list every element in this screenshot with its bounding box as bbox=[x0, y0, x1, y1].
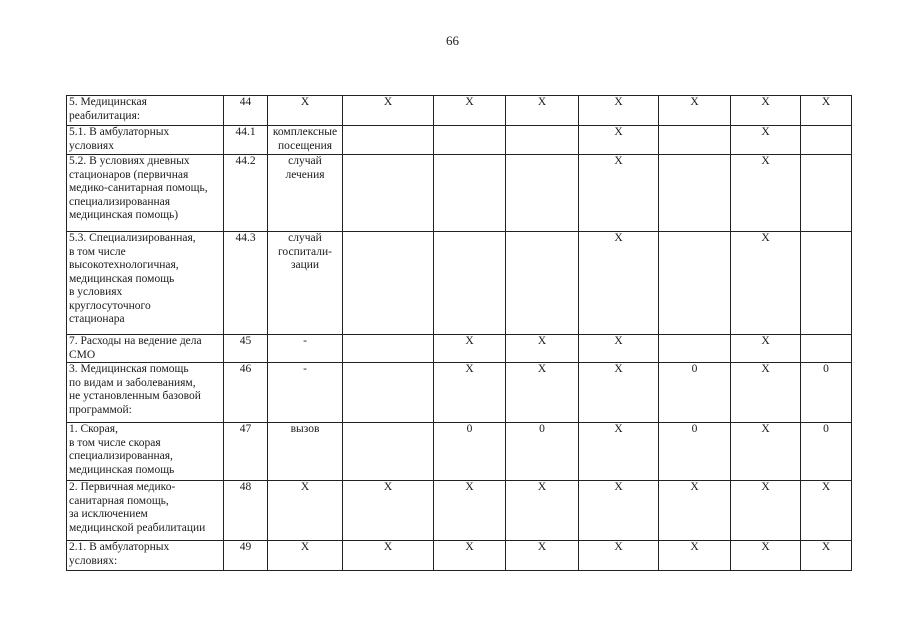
row-unit-cell: комплексные посещения bbox=[268, 126, 343, 155]
row-code-cell: 44 bbox=[224, 96, 268, 126]
row-code-cell: 44.1 bbox=[224, 126, 268, 155]
value-cell: X bbox=[801, 96, 852, 126]
value-cell: X bbox=[506, 96, 579, 126]
table-row bbox=[67, 126, 852, 155]
value-cell bbox=[343, 126, 434, 155]
table-row bbox=[67, 155, 852, 232]
row-name-cell: 7. Расходы на ведение дела СМО bbox=[67, 335, 224, 363]
value-cell: X bbox=[506, 541, 579, 571]
value-cell bbox=[659, 126, 731, 155]
value-cell: X bbox=[731, 126, 801, 155]
row-unit-cell: случай лечения bbox=[268, 155, 343, 232]
table-row bbox=[67, 423, 852, 481]
row-code-cell: 46 bbox=[224, 363, 268, 423]
value-cell bbox=[434, 232, 506, 335]
value-cell: X bbox=[506, 335, 579, 363]
value-cell bbox=[343, 335, 434, 363]
row-code-cell: 44.2 bbox=[224, 155, 268, 232]
value-cell: X bbox=[579, 423, 659, 481]
value-cell: X bbox=[579, 335, 659, 363]
value-cell: 0 bbox=[801, 423, 852, 481]
value-cell: X bbox=[731, 541, 801, 571]
value-cell bbox=[801, 126, 852, 155]
row-unit-cell: X bbox=[268, 96, 343, 126]
row-unit-cell: X bbox=[268, 541, 343, 571]
value-cell: X bbox=[579, 481, 659, 541]
value-cell: X bbox=[343, 481, 434, 541]
row-code-cell: 49 bbox=[224, 541, 268, 571]
row-unit-cell: вызов bbox=[268, 423, 343, 481]
row-name-cell: 3. Медицинская помощь по видам и заболеваниям, не установленным базовой программой: bbox=[67, 363, 224, 423]
value-cell: X bbox=[731, 481, 801, 541]
value-cell bbox=[801, 232, 852, 335]
value-cell bbox=[343, 232, 434, 335]
value-cell bbox=[343, 363, 434, 423]
row-name-cell: 5.3. Специализированная, в том числе высокотехнологичная, медицинская помощь в условиях круглосуточного стационара bbox=[67, 232, 224, 335]
value-cell: 0 bbox=[659, 363, 731, 423]
value-cell: 0 bbox=[506, 423, 579, 481]
value-cell bbox=[801, 155, 852, 232]
value-cell bbox=[343, 155, 434, 232]
page-number: 66 bbox=[446, 33, 459, 48]
value-cell: X bbox=[801, 541, 852, 571]
value-cell: X bbox=[506, 363, 579, 423]
data-table bbox=[66, 95, 852, 571]
value-cell: X bbox=[659, 541, 731, 571]
row-code-cell: 47 bbox=[224, 423, 268, 481]
value-cell bbox=[343, 423, 434, 481]
value-cell: X bbox=[579, 155, 659, 232]
value-cell: X bbox=[579, 363, 659, 423]
row-unit-cell: - bbox=[268, 363, 343, 423]
value-cell: X bbox=[731, 96, 801, 126]
value-cell: X bbox=[731, 335, 801, 363]
value-cell: X bbox=[343, 96, 434, 126]
value-cell bbox=[659, 232, 731, 335]
value-cell: X bbox=[579, 541, 659, 571]
value-cell bbox=[659, 155, 731, 232]
row-unit-cell: случай госпитали- зации bbox=[268, 232, 343, 335]
value-cell: X bbox=[579, 126, 659, 155]
value-cell: X bbox=[579, 232, 659, 335]
value-cell: X bbox=[659, 96, 731, 126]
row-name-cell: 2.1. В амбулаторных условиях: bbox=[67, 541, 224, 571]
value-cell: X bbox=[731, 423, 801, 481]
table-row bbox=[67, 481, 852, 541]
value-cell: X bbox=[659, 481, 731, 541]
value-cell bbox=[434, 126, 506, 155]
row-name-cell: 2. Первичная медико- санитарная помощь, за исключением медицинской реабилитации bbox=[67, 481, 224, 541]
value-cell: 0 bbox=[801, 363, 852, 423]
value-cell bbox=[506, 155, 579, 232]
value-cell bbox=[659, 335, 731, 363]
table-row bbox=[67, 232, 852, 335]
value-cell: X bbox=[731, 363, 801, 423]
value-cell: X bbox=[579, 96, 659, 126]
value-cell bbox=[434, 155, 506, 232]
row-name-cell: 5. Медицинская реабилитация: bbox=[67, 96, 224, 126]
row-unit-cell: X bbox=[268, 481, 343, 541]
value-cell bbox=[506, 232, 579, 335]
value-cell: 0 bbox=[434, 423, 506, 481]
value-cell: X bbox=[506, 481, 579, 541]
row-code-cell: 44.3 bbox=[224, 232, 268, 335]
table-row bbox=[67, 335, 852, 363]
value-cell: X bbox=[343, 541, 434, 571]
value-cell: X bbox=[434, 481, 506, 541]
value-cell: X bbox=[731, 232, 801, 335]
table-row bbox=[67, 96, 852, 126]
row-code-cell: 48 bbox=[224, 481, 268, 541]
value-cell: X bbox=[434, 541, 506, 571]
table-row bbox=[67, 363, 852, 423]
value-cell: X bbox=[434, 335, 506, 363]
value-cell bbox=[506, 126, 579, 155]
row-name-cell: 1. Скорая, в том числе скорая специализированная, медицинская помощь bbox=[67, 423, 224, 481]
value-cell: X bbox=[801, 481, 852, 541]
value-cell: X bbox=[434, 96, 506, 126]
value-cell: X bbox=[434, 363, 506, 423]
value-cell: X bbox=[731, 155, 801, 232]
row-code-cell: 45 bbox=[224, 335, 268, 363]
value-cell bbox=[801, 335, 852, 363]
table-row bbox=[67, 541, 852, 571]
row-name-cell: 5.1. В амбулаторных условиях bbox=[67, 126, 224, 155]
value-cell: 0 bbox=[659, 423, 731, 481]
row-name-cell: 5.2. В условиях дневных стационаров (первичная медико-санитарная помощь, специализированная медицинская помощь) bbox=[67, 155, 224, 232]
row-unit-cell: - bbox=[268, 335, 343, 363]
